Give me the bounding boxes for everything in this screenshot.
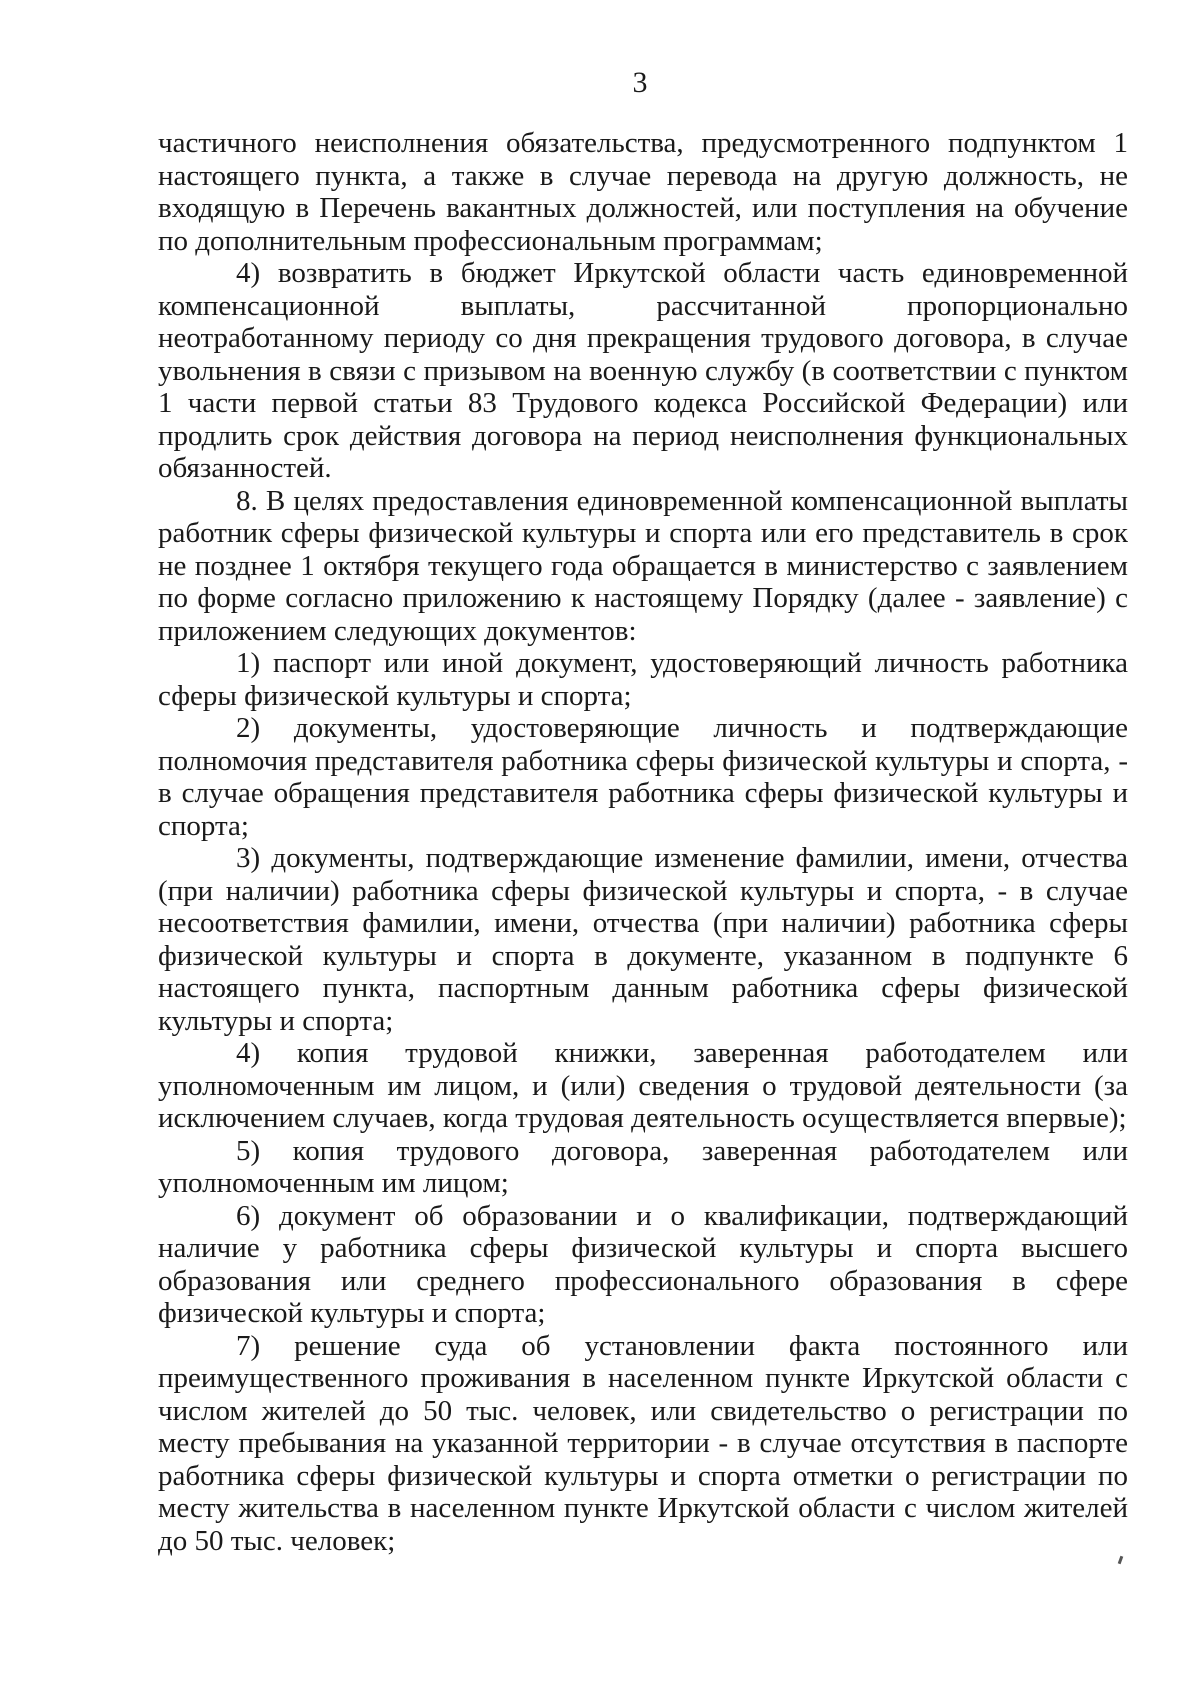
paragraph-continuation: частичного неисполнения обязательства, предусмотренного подпунктом 1 настоящего пункта, а также в случае перевода на другую должность, не входящую в Перечень вакантных должностей, или поступления на обучение по дополнительным профессиональным программам; [158,127,1128,257]
paragraph-clause-8: 8. В целях предоставления единовременной компенсационной выплаты работник сферы физической культуры и спорта или его представитель в срок не позднее 1 октября текущего года обращается в министерство с заявлением по форме согласно приложению к настоящему Порядку (далее - заявление) с приложением следующих документов: [158,484,1128,647]
list-item-document-5: 5) копия трудового договора, заверенная работодателем или уполномоченным им лицом; [158,1134,1128,1199]
list-item-document-3: 3) документы, подтверждающие изменение фамилии, имени, отчества (при наличии) работника сферы физической культуры и спорта, - в случае несоответствия фамилии, имени, отчества (при наличии) работника сферы физической культуры и спорта в документе, указанном в подпункте 6 настоящего пункта, паспортным данным работника сферы физической культуры и спорта; [158,842,1128,1037]
page-number: 3 [632,66,648,99]
list-item-document-2: 2) документы, удостоверяющие личность и подтверждающие полномочия представителя работника сферы физической культуры и спорта, - в случае обращения представителя работника сферы физической культуры и спорта; [158,712,1128,842]
paragraph-item-4-return-funds: 4) возвратить в бюджет Иркутской области часть единовременной компенсационной выплаты, рассчитанной пропорционально неотработанному периоду со дня прекращения трудового договора, в случае увольнения в связи с призывом на военную службу (в соответствии с пунктом 1 части первой статьи 83 Трудового кодекса Российской Федерации) или продлить срок действия договора на период неисполнения функциональных обязанностей. [158,257,1128,484]
list-item-document-4: 4) копия трудовой книжки, заверенная работодателем или уполномоченным им лицом, и (или) сведения о трудовой деятельности (за исключением случаев, когда трудовая деятельность осуществляется впервые); [158,1037,1128,1134]
document-body [158,127,1128,1557]
list-item-document-1: 1) паспорт или иной документ, удостоверяющий личность работника сферы физической культуры и спорта; [158,647,1128,712]
scan-artifact-mark [1118,1556,1124,1565]
list-item-document-7: 7) решение суда об установлении факта постоянного или преимущественного проживания в населенном пункте Иркутской области с числом жителей до 50 тыс. человек, или свидетельство о регистрации по месту пребывания на указанной территории - в случае отсутствия в паспорте работника сферы физической культуры и спорта отметки о регистрации по месту жительства в населенном пункте Иркутской области с числом жителей до 50 тыс. человек; [158,1329,1128,1557]
list-item-document-6: 6) документ об образовании и о квалификации, подтверждающий наличие у работника сферы физической культуры и спорта высшего образования или среднего профессионального образования в сфере физической культуры и спорта; [158,1199,1128,1329]
